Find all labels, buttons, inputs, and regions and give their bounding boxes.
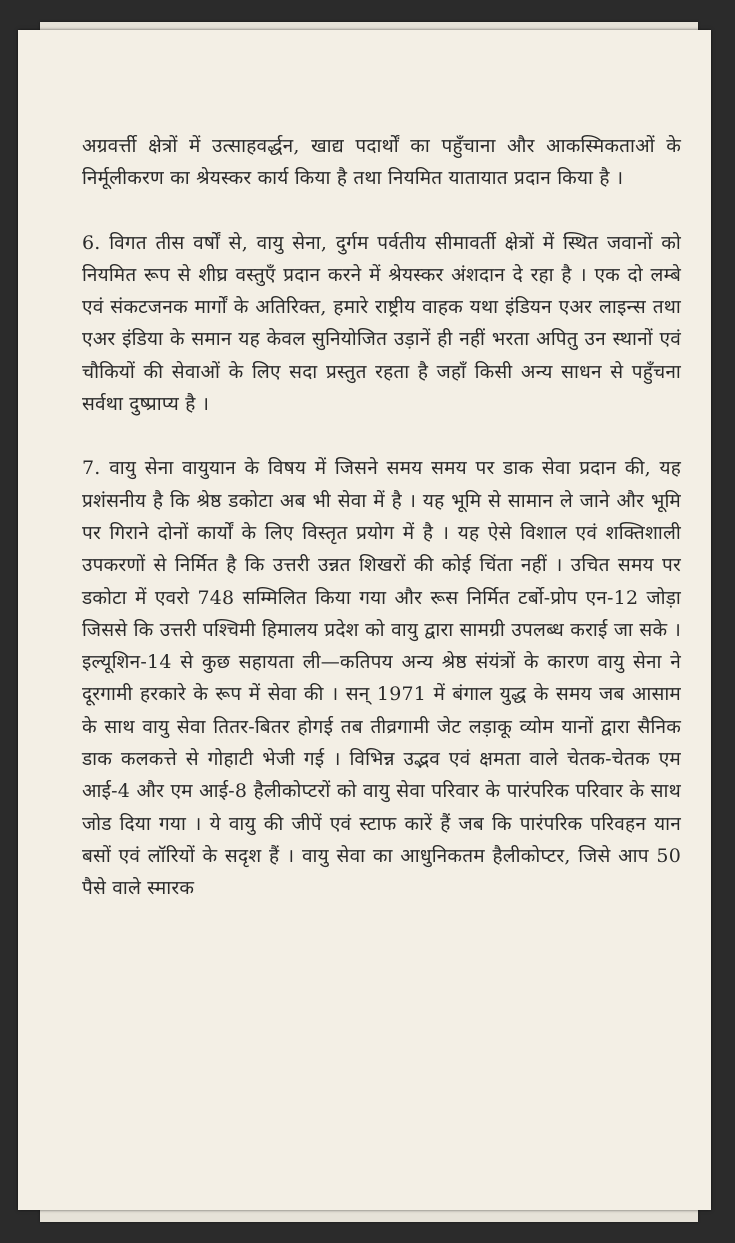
paragraph-number: 7. [82,457,101,480]
document-page [18,30,711,1210]
paragraph-6 [82,227,681,421]
paragraph-text: वायु सेना वायुयान के विषय में जिसने समय समय पर डाक सेवा प्रदान की, यह प्रशंसनीय है कि श्रेष्ठ डकोटा अब भी सेवा में है । यह भूमि से सामान ले जाने और भूमि पर गिराने दोनों कार्यों के लिए विस्तृत प्रयोग में है । यह ऐसे विशाल एवं शक्तिशाली उपकरणों से निर्मित है कि उत्तरी उन्नत शिखरों की कोई चिंता नहीं । उचित समय पर डकोटा में एवरो 748 सम्मिलित किया गया और रूस निर्मित टर्बो-प्रोप एन-12 जोड़ा जिससे कि उत्तरी पश्चिमी हिमालय प्रदेश को वायु द्वारा सामग्री उपलब्ध कराई जा सके । इल्यूशिन-14 से कुछ सहायता ली—कतिपय अन्य श्रेष्ठ संयंत्रों के कारण वायु सेना ने दूरगामी हरकारे के रूप में सेवा की । सन् 1971 में बंगाल युद्ध के समय जब आसाम के साथ वायु सेवा तितर-बितर होगई तब तीव्रगामी जेट लड़ाकू व्योम यानों द्वारा सैनिक डाक कलकत्ते से गोहाटी भेजी गई । विभिन्न उद्भव एवं क्षमता वाले चेतक-चेतक एम आई-4 और एम आई-8 हैलीकोप्टरों को वायु सेवा परिवार के पारंपरिक परिवार के साथ जोड दिया गया । ये वायु की जीपें एवं स्टाफ कारें हैं जब कि पारंपरिक परिवहन यान बसों एवं लॉरियों के सदृश हैं । वायु सेवा का आधुनिकतम हैलीकोप्टर, जिसे आप 50 पैसे वाले स्मारक [82,457,681,900]
paragraph-continuation [82,130,681,195]
paragraph-number: 6. [82,231,101,254]
paragraph-text: अग्रवर्त्ती क्षेत्रों में उत्साहवर्द्धन, खाद्य पदार्थों का पहुँचाना और आकस्मिकताओं के निर्मूलीकरण का श्रेयस्कर कार्य किया है तथा नियमित यातायात प्रदान किया है । [82,135,681,190]
paragraph-7 [82,452,681,904]
paragraph-text: विगत तीस वर्षों से, वायु सेना, दुर्गम पर्वतीय सीमावर्ती क्षेत्रों में स्थित जवानों को नियमित रूप से शीघ्र वस्तुएँ प्रदान करने में श्रेयस्कर अंशदान दे रहा है । एक दो लम्बे एवं संकटजनक मार्गों के अतिरिक्त, हमारे राष्ट्रीय वाहक यथा इंडियन एअर लाइन्स तथा एअर इंडिया के समान यह केवल सुनियोजित उड़ानें ही नहीं भरता अपितु उन स्थानों एवं चौकियों की सेवाओं के लिए सदा प्रस्तुत रहता है जहाँ किसी अन्य साधन से पहुँचना सर्वथा दुष्प्राप्य है । [82,231,681,416]
